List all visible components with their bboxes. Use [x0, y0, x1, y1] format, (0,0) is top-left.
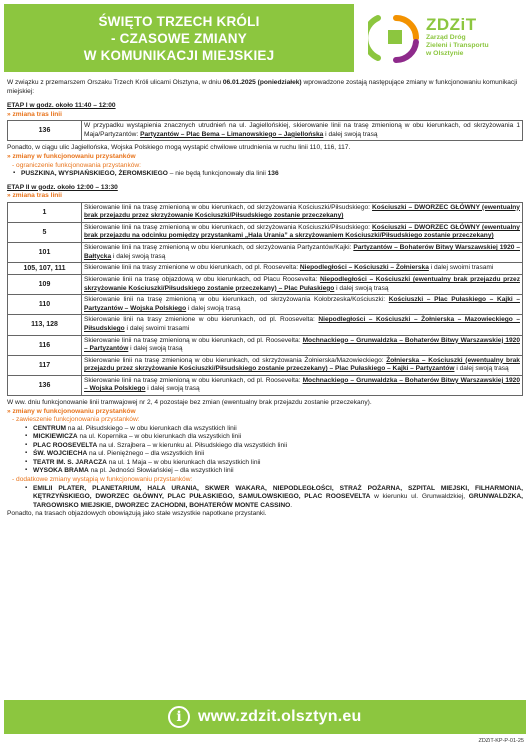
closing-note: Ponadto, na trasach objazdowych obowiązują jako stałe wszystkie napotkane przystanki.: [7, 510, 267, 518]
line-number: 109: [8, 275, 82, 295]
stage-1-stops-label: » zmiany w funkcjonowaniu przystanków: [7, 152, 136, 160]
title-banner: [4, 4, 354, 72]
table-row: [8, 222, 523, 242]
route-tail: i dalej swoimi trasami: [124, 325, 190, 333]
header: [4, 4, 526, 72]
line-number: 136: [8, 121, 82, 141]
route-description: [82, 222, 523, 242]
route-tail: i dalej swoją trasą: [186, 304, 241, 312]
line-number: 1: [8, 202, 82, 222]
route-detour: Kościuszki – Plac Pułaskiego – Kajki – Partyzantów – Wojska Polskiego: [84, 296, 520, 312]
route-description: [82, 263, 523, 275]
info-icon: i: [168, 706, 190, 728]
route-description: [82, 355, 523, 375]
stop-desc: na ul. Pieniężnego – dla wszystkich linii: [87, 450, 205, 458]
extra-stops-label: - dodatkowe zmiany wystąpią w funkcjonowaniu przystanków:: [12, 476, 193, 484]
route-tail: i dalej swoją trasą: [128, 345, 183, 353]
route-detour: Partyzantów – Bohaterów Bitwy Warszawskiej 1920 – Bałtycka: [84, 244, 520, 260]
intro-date: 06.01.2025 (poniedziałek): [222, 79, 302, 86]
route-detour: Żołnierska – Kościuszki (ewentualny brak przejazdu przez skrzyżowanie Kościuszki/Piłsudskiego zostanie przeczekany) – Plac Pułaskiego – Kajki – Partyzantów: [84, 356, 520, 373]
route-text: W przypadku wystąpienia znacznych utrudnień na ul. Jagiellońskiej, skierowanie linii na trasę zmienioną w obu kierunkach, od skrzyżowania 1 Maja/Partyzantów:: [84, 122, 520, 138]
stage-2-route-table: [7, 202, 523, 396]
stop-name: PLAC ROOSEVELTA: [33, 441, 98, 449]
route-tail: i dalej swoją trasą: [454, 365, 509, 373]
stage-2-stops-label: » zmiany w funkcjonowaniu przystanków: [7, 407, 136, 415]
route-text: Skierowanie linii na trasę zmienioną w obu kierunkach, od skrzyżowania Partyzantów/Kajki:: [84, 244, 354, 251]
route-description: [82, 243, 523, 263]
stage-1-heading: ETAP I w godz. około 11:40 – 12:00: [7, 102, 116, 110]
stop-name: ŚW. WOJCIECHA: [33, 450, 88, 458]
title-line-1: ŚWIĘTO TRZECH KRÓLI: [98, 14, 260, 29]
zdzit-logo-icon: [368, 10, 424, 66]
stop-desc: na ul. Szrajbera – w kierunku al. Piłsudskiego dla wszystkich linii: [97, 441, 288, 449]
line-number: 5: [8, 222, 82, 242]
extra-mid-text: w kierunku ul. Grunwaldzkiej,: [370, 493, 469, 501]
logo-sub-line-1: Zarząd Dróg: [426, 34, 466, 41]
document-reference: ZDZiT-KP-P-01-25: [478, 738, 524, 744]
stage-1-route-changes-label: » zmiana tras linii: [7, 110, 62, 118]
extra-stop-names: EMILII PLATER, PLANETARIUM, HALA URANIA, SKWER WAKARA, NIEPODLEGŁOŚCI, STRAŻ POŻARNA, SZPITAL MIEJSKI, FILHARMONIA, KĘTRZYŃSKIEGO, DWORZEC GŁÓWNY, PLAC PUŁASKIEGO, SAMULOWSKIEGO, PLAC ROOSEVELTA: [33, 484, 523, 501]
route-description: [82, 335, 523, 355]
stop-name: TEATR IM. S. JARACZA: [33, 458, 107, 466]
table-row: [8, 275, 523, 295]
logo-sub-line-2: Zieleni i Transportu: [426, 42, 489, 49]
route-tail: i dalej swoją trasą: [323, 130, 378, 138]
table-row: [8, 263, 523, 275]
table-row: [8, 375, 523, 395]
stop-names: PUSZKINA, WYSPIAŃSKIEGO, ŻEROMSKIEGO: [21, 170, 168, 178]
footer-banner: [4, 700, 526, 734]
stage-1-stops-sub: - ograniczenie funkcjonowania przystanków:: [12, 161, 142, 169]
suspended-stops-list: [7, 425, 523, 476]
route-tail: i dalej swoją trasą: [111, 252, 166, 260]
intro-text-after: wprowadzone zostają następujące zmiany w funkcjonowaniu komunikacji miejskiej:: [7, 79, 518, 95]
route-tail: i dalej swoimi trasami: [428, 264, 494, 272]
line-number: 117: [8, 355, 82, 375]
route-description: [82, 202, 523, 222]
table-row: [8, 243, 523, 263]
route-description: [82, 295, 523, 315]
line-number: 110: [8, 295, 82, 315]
table-row: [8, 121, 523, 141]
route-text: Skierowanie linii na trasę zmienioną w obu kierunkach, od skrzyżowania Kołobrzeska/Kościuszki:: [84, 296, 389, 304]
list-item: [7, 450, 523, 459]
website-link[interactable]: www.zdzit.olsztyn.eu: [198, 708, 362, 725]
stop-desc: – nie będą funkcjonowały dla linii: [167, 170, 268, 178]
route-detour: Kościuszki – DWORZEC GŁÓWNY (ewentualny brak przejazdu przez skrzyżowanie Kościuszki/Piłsudskiego zostanie przeczekany): [84, 203, 520, 220]
line-number: 136: [8, 375, 82, 395]
list-item: [7, 467, 523, 476]
route-text: Skierowanie linii na trasę zmienioną w obu kierunkach, od pl. Roosevelta:: [84, 376, 303, 384]
table-row: [8, 202, 523, 222]
stop-name: MICKIEWICZA: [33, 433, 78, 441]
route-text: Skierowanie linii na trasy zmienione w obu kierunkach, od pl. Roosevelta:: [84, 264, 300, 272]
intro-text-before: W związku z przemarszem Orszaku Trzech Króli ulicami Olsztyna, w dniu: [7, 79, 223, 86]
table-row: [8, 355, 523, 375]
stop-name: WYSOKA BRAMA: [33, 467, 89, 475]
stage-2-heading: ETAP II w godz. około 12:00 – 13:30: [7, 183, 118, 191]
tram-note: W ww. dniu funkcjonowanie linii tramwajowej nr 2, 4 pozostaje bez zmian (ewentualny brak przejazdu zostanie przeczekany).: [7, 398, 372, 406]
stop-name: CENTRUM: [33, 424, 66, 432]
title-line-2: - CZASOWE ZMIANY: [111, 31, 247, 46]
stop-desc: na ul. Kopernika – w obu kierunkach dla wszystkich linii: [77, 433, 242, 441]
list-item: [7, 433, 523, 442]
line-number: 101: [8, 243, 82, 263]
route-text: Skierowanie linii na trasę zmienioną w obu kierunkach, od skrzyżowania Kościuszki/Piłsudskiego:: [84, 223, 373, 231]
stage-2-route-changes-label: » zmiana tras linii: [7, 192, 62, 200]
intro-paragraph: [7, 79, 523, 96]
stop-line: 136: [267, 170, 279, 178]
list-item: [7, 459, 523, 468]
route-text: Skierowanie linii na trasę zmienioną w obu kierunkach, od skrzyżowania Żołnierska/Mazowieckiego:: [84, 356, 387, 364]
logo-name: ZDZiT: [426, 15, 477, 34]
list-item: [7, 425, 523, 434]
document-body: [7, 79, 523, 519]
route-tail: i dalej swoją trasą: [145, 385, 200, 393]
line-number: 116: [8, 335, 82, 355]
title-line-3: W KOMUNIKACJI MIEJSKIEJ: [83, 48, 275, 63]
table-row: [8, 315, 523, 335]
route-text: Skierowanie linii na trasę zmienioną w obu kierunkach, od pl. Roosevelta:: [84, 336, 303, 344]
list-item: [7, 170, 523, 179]
route-detour: Mochnackiego – Grunwaldzka – Bohaterów Bitwy Warszawskiej 1920 – Wojska Polskiego: [84, 376, 520, 393]
stop-desc: na pl. Jedności Słowiańskiej – dla wszystkich linii: [88, 467, 234, 475]
extra-stop-names-2: GRUNWALDZKA, TARGOWISKO MIEJSKIE, DWORZEC ZACHODNI, BOHATERÓW MONTE CASSINO: [33, 493, 523, 509]
route-description: [82, 275, 523, 295]
route-detour: Kościuszki – DWORZEC GŁÓWNY (ewentualny brak przejazdu na odcinku pomiędzy przystankami „Hala Urania” a skrzyżowaniem Kościuszki/Piłsudskiego zostanie przeczekany): [84, 223, 520, 240]
logo-subtitle: [426, 34, 526, 58]
route-text: Skierowanie linii na trasy zmienione w obu kierunkach, od pl. Roosevelta:: [84, 316, 319, 324]
table-row: [8, 335, 523, 355]
extra-end: .: [290, 501, 293, 509]
route-text: Skierowanie linii na trasę zmienioną w obu kierunkach, od skrzyżowania Kościuszki/Piłsudskiego:: [84, 203, 373, 211]
route-tail: i dalej swoją trasą: [334, 284, 389, 292]
line-number: 113, 128: [8, 315, 82, 335]
route-description: [82, 315, 523, 335]
zdzit-logo: [366, 10, 526, 66]
route-detour: Niepodległości – Kościuszki (ewentualny brak przejazdu przez skrzyżowanie Kościuszki/Piłsudskiego zostanie przeczekany) – Plac Pułaskiego: [84, 276, 520, 292]
stage-1-route-table: [7, 120, 523, 141]
stop-desc: na ul. 1 Maja – w obu kierunkach dla wszystkich linii: [106, 458, 261, 466]
route-detour: Mochnackiego – Grunwaldzka – Bohaterów Bitwy Warszawskiej 1920 – Partyzantów: [84, 336, 520, 353]
route-description: [82, 375, 523, 395]
stop-desc: na al. Piłsudskiego – w obu kierunkach dla wszystkich linii: [65, 424, 237, 432]
route-description: [82, 121, 523, 141]
list-item: [7, 485, 523, 511]
logo-sub-line-3: w Olsztynie: [426, 50, 464, 57]
stage-1-note: Ponadto, w ciągu ulic Jagiellońska, Wojska Polskiego mogą wystąpić chwilowe utrudnienia w ruchu linii 110, 116, 117.: [7, 144, 351, 152]
route-detour: Partyzantów – Plac Bema – Limanowskiego – Jagiellońska: [140, 130, 324, 138]
suspended-stops-label: - zawieszenie funkcjonowania przystanków:: [12, 416, 140, 424]
route-detour: Niepodległości – Kościuszki – Żołnierska: [299, 264, 429, 272]
route-text: Skierowanie linii na trasę objazdową w obu kierunkach, od Placu Roosevelta:: [84, 276, 320, 284]
line-number: 105, 107, 111: [8, 263, 82, 275]
table-row: [8, 295, 523, 315]
route-detour: Niepodległości – Kościuszki – Żołnierska – Mazowieckiego – Piłsudskiego: [84, 316, 520, 333]
